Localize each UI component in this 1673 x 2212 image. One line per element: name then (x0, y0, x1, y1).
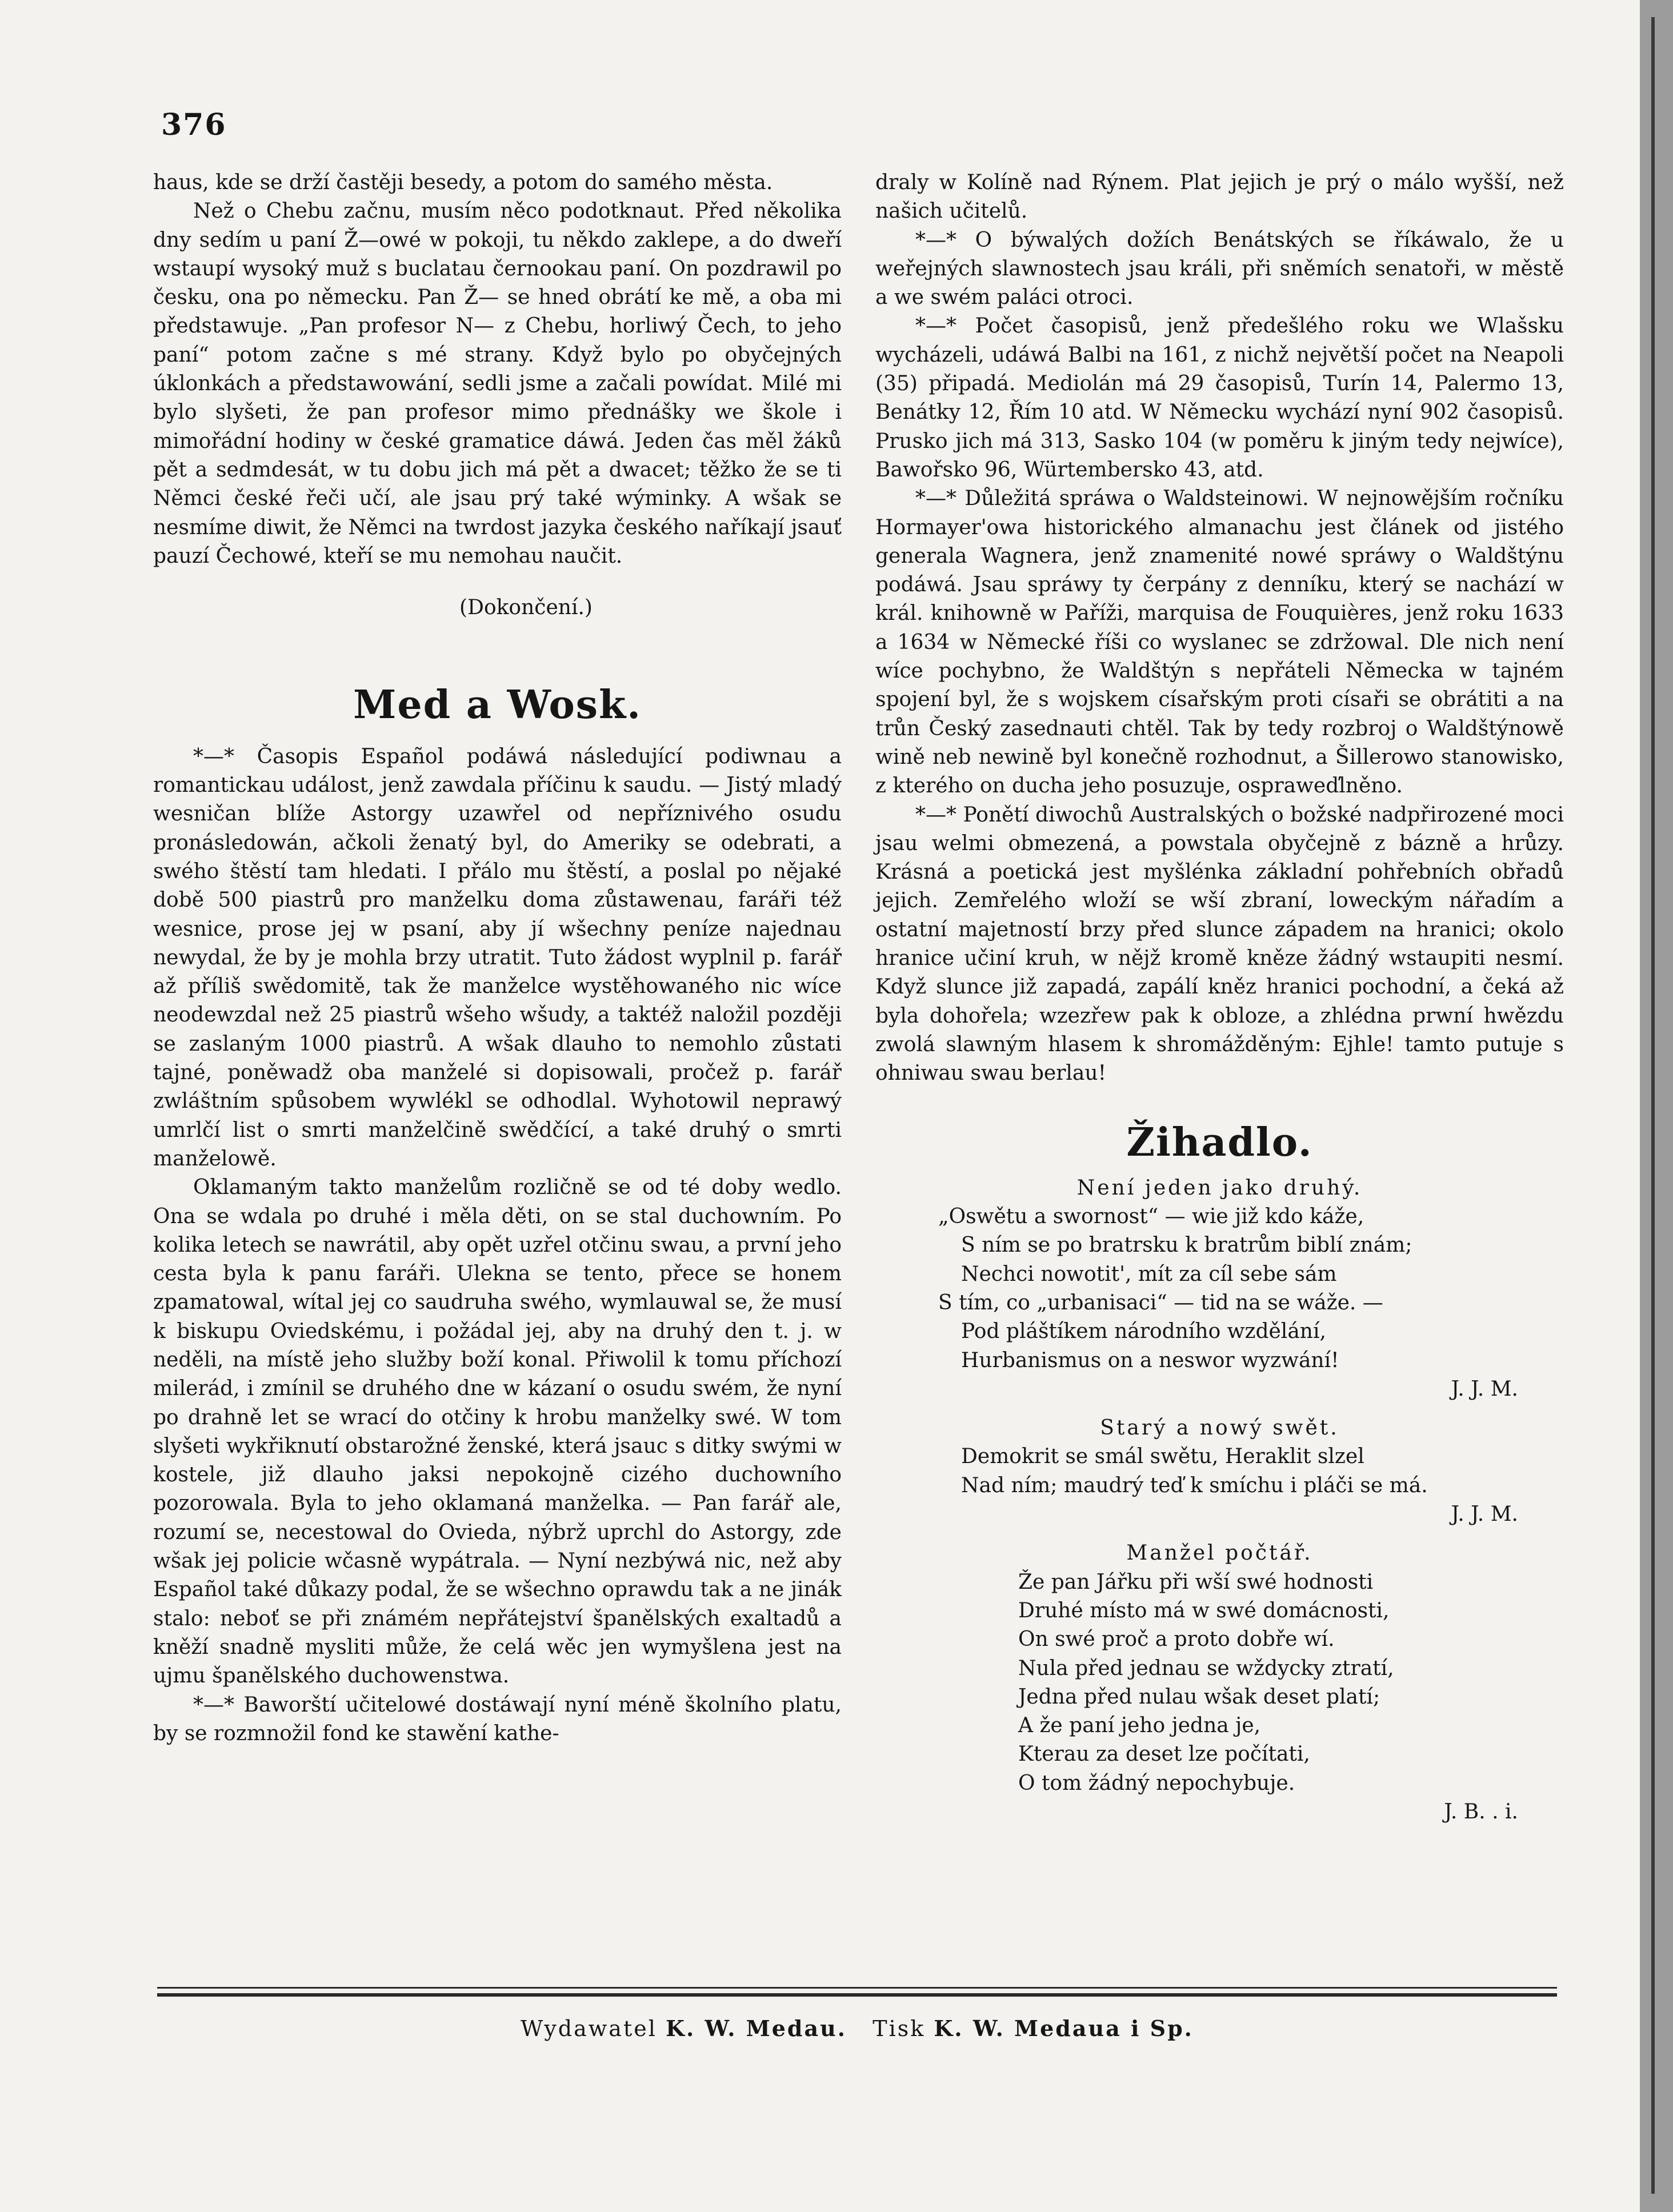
poem-line: Nechci nowotit', mít za cíl sebe sám (961, 1262, 1337, 1286)
section-title-med-a-wosk: Med a Wosk. (353, 682, 642, 728)
poem-line: Že pan Jářku při wší swé hodnosti (1018, 1570, 1374, 1594)
poem-line: Kterau za deset lze počítati, (1018, 1742, 1310, 1766)
intro-paragraph-1: haus, kde se drží častěji besedy, a potom do samého města. (153, 171, 773, 194)
poem-title: Starý a nowý swět. (1100, 1416, 1339, 1440)
poem-title: Manžel počtář. (1126, 1541, 1313, 1565)
poem-line: Druhé místo má w swé domácnosti, (1018, 1598, 1390, 1622)
poem-line: Hurbanismus on a neswor wyzwání! (961, 1348, 1339, 1372)
poem-line: O tom žádný nepochybuje. (1018, 1771, 1295, 1795)
poem-line: S tím, co „urbanisaci“ — tid na se wáže. — (938, 1291, 1383, 1315)
poem-line: Jedna před nulau wšak deset platí; (1018, 1685, 1380, 1709)
article-paragraph: *—* Časopis Español podáwá následující podiwnau a romantickau událost, jenž zawdala příčinu k saudu. — Jistý mladý wesničan blíže Astorgy uzawřel od nepříznivého osudu pronásledowán, ačkoli ženatý byl, do Ameriky se odebrati, a swého štěstí tam hledati. I přálo mu štěstí, a poslal po nějaké době 500 piastrů pro manželku doma zůstawenau, faráři též wesnice, prose jej w psaní, aby jí wšechny peníze najednau newydal, že by je mohla brzy utratit. Tuto žádost wyplnil p. farář až příliš swědomitě, tak že manželce wystěhowaného nic wíce neodewzdal než 25 piastrů wšeho wšudy, a taktéž naložil později se zaslaným 1000 piastrů. A wšak dlauho to nemohlo zůstati tajné, poněwadž oba manželé si dopisowali, pročež p. farář zwláštním spůsobem wywlékl se odhodlal. Wyhotowil neprawý umrlčí list o smrti manželčině swědčící, a také druhý o smrti manželowě. (153, 744, 842, 1171)
poem-line: Nad ním; maudrý teď k smíchu i pláči se má. (961, 1473, 1428, 1497)
section-title-zihadlo: Žihadlo. (1126, 1119, 1313, 1165)
publisher-name: K. W. Medau. (665, 2015, 847, 2041)
poem-line: Demokrit se smál swětu, Heraklit slzel (961, 1445, 1364, 1469)
poem-line: On swé proč a proto dobře wí. (1018, 1628, 1335, 1652)
article-paragraph: *—* Důležitá spráwa o Waldsteinowi. W nejnowějším ročníku Hormayer'owa historického almanachu jest článek od jistého generala Wagnera, jenž znamenité nowé spráwy o Waldštýnu podáwá. Jsau spráwy ty čerpány z denníku, který se nachází w král. knihowně w Paříži, marquisa de Fouquières, jenž roku 1633 a 1634 w Německé říši co wyslanec se zdržowal. Dle nich není wíce pochybno, že Waldštýn s nepřáteli Německa w tajném spojení byl, že s wojskem císařským proti císaři se obrátiti a na trůn Český zasednauti chtěl. Tak by tedy rozbroj o Waldštýnowě wině neb newině byl konečně rozhodnut, a Šillerowo stanowisko, z kterého on ducha jeho posuzuje, ospraweďlněno. (875, 487, 1564, 798)
right-column (875, 169, 1564, 1826)
to-be-continued: (Dokončení.) (459, 596, 593, 620)
article-paragraph: Oklamaným takto manželům rozličně se od té doby wedlo. Ona se wdala po druhé i měla děti, on se stal duchowním. Po kolika letech se nawrátil, aby opět uzřel otčinu swau, a první jeho cesta byla k panu faráři. Ulekna se tento, přece se honem zpamatowal, wítal jej co saudruha swého, wymlauwal se, že musí k biskupu Oviedskému, i požádal jej, aby na druhý den t. j. w neděli, na místě jeho služby boží konal. Přiwolil k tomu příchozí milerád, i zmínil se druhého dne w kázaní o osudu swém, že nyní po drahně let se wrací do otčiny k hrobu manželky swé. W tom slyšeti wykřiknutí obstarožné ženské, která jsauc s ditky swými w kostele, již dlauho jaksi nepokojně cizého duchowního pozorowala. Byla to jeho oklamaná manželka. — Pan farář ale, rozumí se, necestowal do Ovieda, nýbrž uprchl do Astorgy, zde wšak jej policie wčasně wypátrala. — Nyní nezbýwá nic, než aby Español také důkazy podal, že se wšechno oprawdu tak a ne jinák stalo: neboť se při známém nepřátejství španělských exaltadů a kněží snadně mysliti může, že celá wěc jen wymyšlena jest na ujmu španělského duchowenstwa. (153, 1176, 842, 1688)
poem-line: S ním se po bratrsku k bratrům biblí znám; (961, 1233, 1412, 1257)
poem-title: Není jeden jako druhý. (1076, 1176, 1363, 1200)
poem-signature: J. J. M. (1451, 1502, 1518, 1526)
publisher-label: Wydawatel (521, 2016, 657, 2041)
poem-line: Pod pláštíkem národního wzdělání, (961, 1320, 1326, 1344)
printer-label: Tisk (872, 2016, 926, 2041)
footer-rule (157, 1987, 1557, 1997)
footer-rule-thick (157, 1993, 1557, 1997)
printer-name: K. W. Medaua i Sp. (934, 2015, 1194, 2041)
poem-signature: J. B. . i. (1444, 1800, 1518, 1824)
intro-paragraph-2: Než o Chebu začnu, musím něco podotknaut. Před několika dny sedím u paní Ž—owé w pokoji, tu někdo zaklepe, a do dweří wstaupí wysoký muž s buclatau černookau paní. On pozdrawil po česku, ona po německu. Pan Ž— se hned obrátí ke mě, a oba mi předstawuje. „Pan profesor N— z Chebu, horliwý Čech, to jeho paní“ potom začne s mé strany. Když bylo po obyčejných úklonkách a předstawowání, sedli jsme a začali powídat. Milé mi bylo slyšeti, že pan profesor mimo přednášky we škole i mimořádní hodiny w české gramatice dáwá. Jeden čas měl žáků pět a sedmdesát, w tu dobu jich má pět a dwacet; těžko že se ti Němci české řeči učí, ale jsau prý také wýminky. A wšak se nesmíme diwit, že Němci na twrdost jazyka českého naříkají jsauť pauzí Čechowé, kteří se mu nemohau naučit. (153, 199, 842, 568)
page-number: 376 (161, 107, 227, 142)
article-paragraph: *—* Baworští učitelowé dostáwají nyní méně školního platu, by se rozmnožil fond ke stawění kathe- (153, 1693, 842, 1745)
article-paragraph: *—* Ponětí diwochů Australských o božské nadpřirozené moci jsau welmi obmezená, a powstala obyčejně z bázně a hrůzy. Krásná a poetická jest myšlénka základní pohřebních obřadů jejich. Zemřelého wloží se wší zbraní, loweckým nářadím a ostatní majetností brzy před slunce západem na hranici; okolo hranice učiní kruh, w nějž kromě kněze žádný wstaupiti nesmí. Když slunce již zapadá, zapálí kněz hranici pochodní, a čeká až byla dohořela; wzezřew pak k obloze, a zhlédna prwní hwězdu zwolá slawným hlasem k shromážděným: Ejhle! tamto putuje s ohniwau swau berlau! (875, 803, 1564, 1085)
poem-line: „Oswětu a swornost“ — wie již kdo káže, (938, 1205, 1364, 1229)
article-paragraph: draly w Kolíně nad Rýnem. Plat jejich je prý o málo wyšší, než našich učitelů. (875, 171, 1564, 223)
footer-rule-thin (157, 1987, 1557, 1989)
scan-edge-line (1651, 17, 1655, 2194)
left-column (153, 169, 842, 1748)
poem-signature: J. J. M. (1451, 1377, 1518, 1401)
poem-line: Nula před jednau se wždycky ztratí, (1018, 1656, 1394, 1680)
article-paragraph: *—* O býwalých dožích Benátských se říkáwalo, že u weřejných slawnostech jsau králi, při sněmích senatoři, w městě a we swém paláci otroci. (875, 228, 1564, 310)
article-paragraph: *—* Počet časopisů, jenž předešlého roku we Wlašsku wycházeli, udáwá Balbi na 161, z nichž největší počet na Neapoli (35) připadá. Mediolán má 29 časopisů, Turín 14, Palermo 13, Benátky 12, Řím 10 atd. W Německu wychází nyní 902 časopisů. Prusko jich má 313, Sasko 104 (w poměru k jiným tedy nejwíce), Bawořsko 96, Würtembersko 43, atd. (875, 314, 1564, 482)
scan-edge (1640, 0, 1673, 2212)
poem-line: A že paní jeho jedna je, (1018, 1714, 1261, 1738)
imprint (157, 2015, 1557, 2041)
